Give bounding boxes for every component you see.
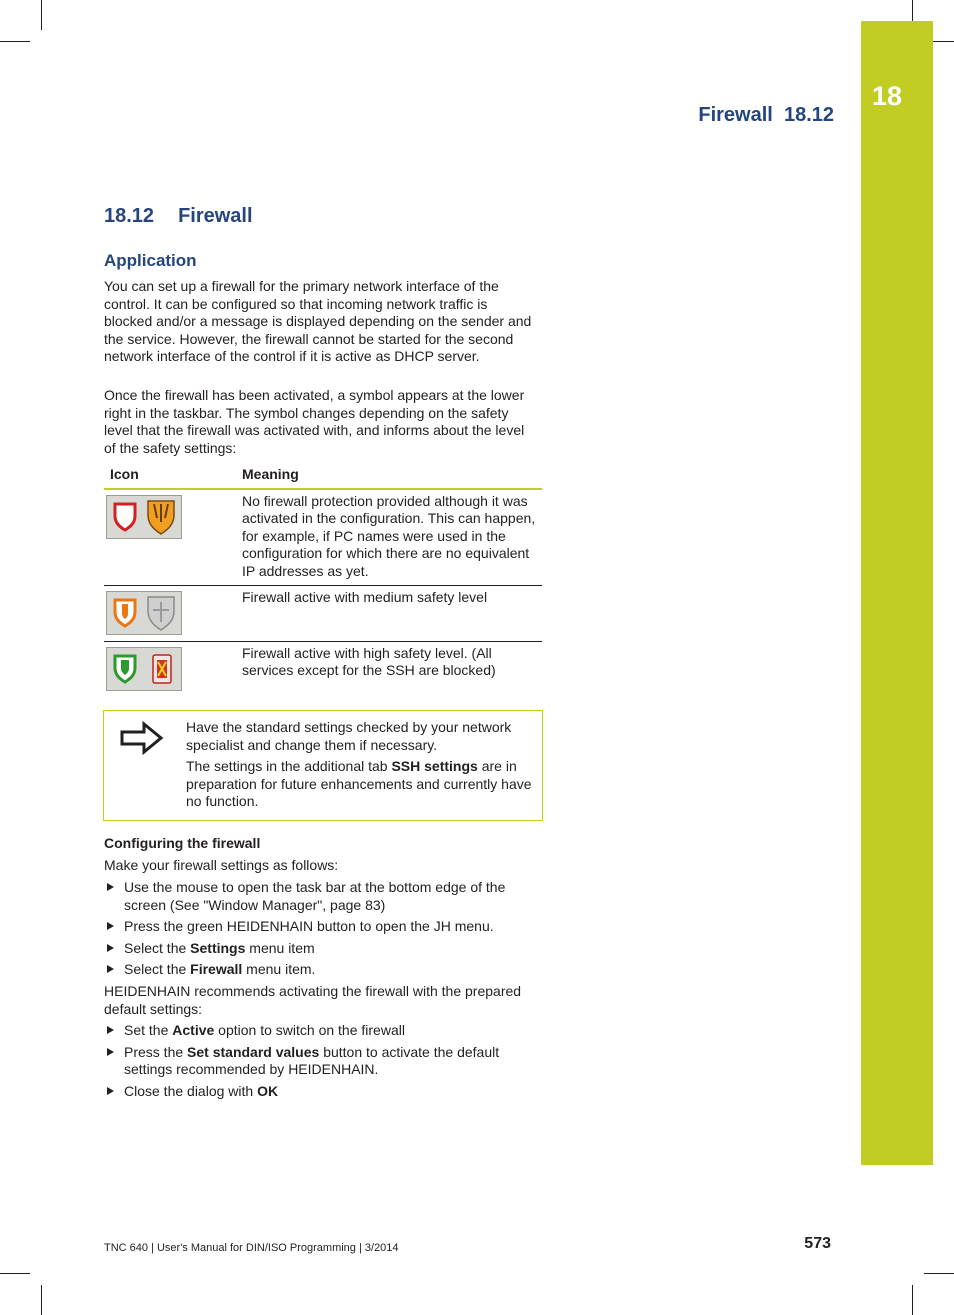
crop-mark	[41, 1285, 42, 1315]
table-cell-meaning: No firewall protection provided although it was activated in the configuration. This can happen, for example, if PC names were used in the configuration for which there are no equivalent IP addresses as yet.	[242, 489, 542, 585]
running-head: Firewall 18.12	[698, 104, 834, 126]
table-cell-meaning: Firewall active with high safety level. (All services except for the SSH are blocked)	[242, 644, 496, 679]
list-item: Select the Settings menu item	[104, 940, 542, 958]
crop-mark	[0, 1273, 30, 1274]
column-header-icon: Icon	[104, 465, 242, 489]
shield-green-and-red-icon	[106, 647, 182, 691]
shield-orange-and-grey-icon	[106, 591, 182, 635]
list-item: Select the Firewall menu item.	[104, 961, 542, 979]
footer-text: TNC 640 | User's Manual for DIN/ISO Programming | 3/2014	[104, 1242, 399, 1254]
list-item: Close the dialog with OK	[104, 1083, 542, 1101]
crop-mark	[924, 1273, 954, 1274]
table-cell-meaning: Firewall active with medium safety level	[242, 585, 542, 641]
application-paragraph-2: Once the firewall has been activated, a symbol appears at the lower right in the taskbar. The symbol changes depending on the safety level that the firewall was activated with, and informs about the level of the safety settings:	[104, 387, 525, 456]
bullet-triangle-icon	[107, 1026, 114, 1034]
icon-meaning-table	[104, 465, 542, 695]
arrow-right-icon	[120, 721, 164, 760]
chapter-number: 18	[871, 81, 903, 111]
application-heading: Application	[104, 251, 197, 270]
application-paragraph-1: You can set up a firewall for the primary network interface of the control. It can be configured so that incoming network traffic is blocked and/or a message is displayed depending on the sender and the service. However, the firewall cannot be started for the second network interface of the control if it is active as DHCP server.	[104, 278, 532, 365]
list-item: Use the mouse to open the task bar at the bottom edge of the screen (See "Window Manager", page 83)	[104, 879, 542, 914]
note-box	[103, 710, 543, 821]
chapter-tab	[861, 21, 933, 1165]
configuring-heading: Configuring the firewall	[104, 835, 261, 851]
bullet-triangle-icon	[107, 944, 114, 952]
crop-mark	[0, 41, 30, 42]
list-item: Set the Active option to switch on the firewall	[104, 1022, 542, 1040]
page-number: 573	[804, 1235, 831, 1252]
crop-mark	[41, 0, 42, 30]
note-line-2: The settings in the additional tab SSH settings are in preparation for future enhancements and currently have no function.	[186, 758, 532, 810]
recommend-paragraph: HEIDENHAIN recommends activating the firewall with the prepared default settings:	[104, 983, 522, 1017]
bullet-triangle-icon	[107, 883, 114, 891]
bullet-triangle-icon	[107, 1048, 114, 1056]
bullet-triangle-icon	[107, 922, 114, 930]
section-name: Firewall	[178, 205, 253, 227]
table-row	[104, 641, 542, 695]
bullet-triangle-icon	[107, 1087, 114, 1095]
crop-mark	[912, 1285, 913, 1315]
bullet-triangle-icon	[107, 965, 114, 973]
list-item: Press the green HEIDENHAIN button to open the JH menu.	[104, 918, 542, 936]
column-header-meaning: Meaning	[242, 465, 542, 489]
configuring-intro: Make your firewall settings as follows:	[104, 857, 339, 873]
note-line-1: Have the standard settings checked by your network specialist and change them if necessary.	[186, 719, 512, 753]
section-title	[104, 205, 253, 228]
section-number: 18.12	[104, 205, 155, 227]
shield-red-and-orange-warning-icon	[106, 495, 182, 539]
list-item: Press the Set standard values button to activate the default settings recommended by HEIDENHAIN.	[104, 1044, 542, 1079]
steps-list-2	[104, 1022, 542, 1104]
steps-list-1	[104, 879, 542, 983]
table-row	[104, 489, 542, 585]
table-row	[104, 585, 542, 641]
